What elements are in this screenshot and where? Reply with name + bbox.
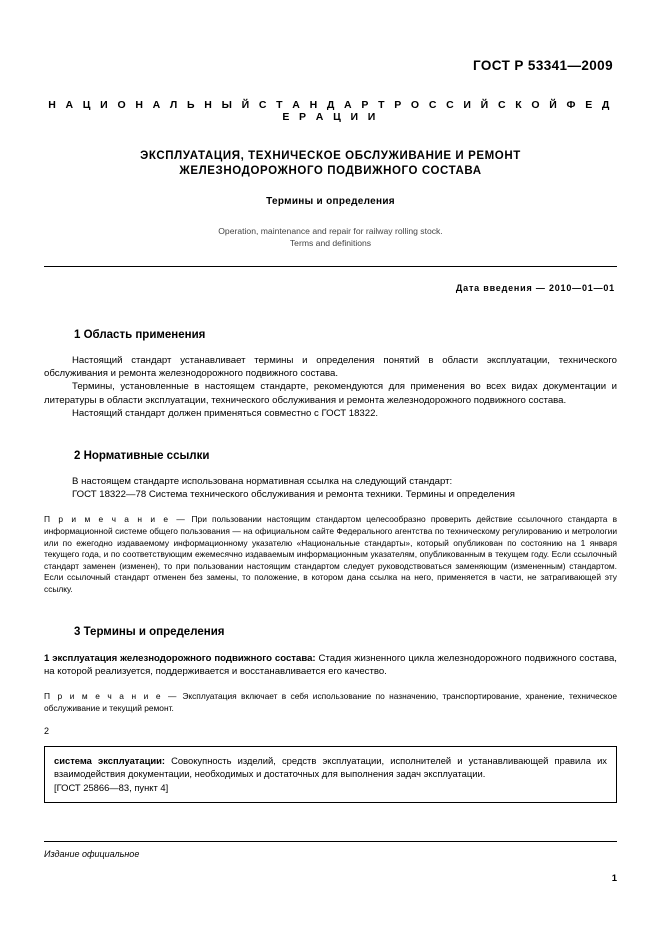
note-paragraph [44, 514, 617, 595]
note-paragraph [44, 691, 617, 714]
paragraph: ГОСТ 18322—78 Система технического обслуживания и ремонта техники. Термины и определения [72, 489, 515, 501]
document-title-en-line-2: Terms and definitions [289, 238, 372, 248]
paragraph: Термины, установленные в настоящем стандарте, рекомендуются для применения во всех видах документации и литературы в области эксплуатации, технического обслуживания и ремонта железнодорожного подвижного состава. [44, 381, 617, 406]
document-title-line-2: ЖЕЛЕЗНОДОРОЖНОГО ПОДВИЖНОГО СОСТАВА [179, 165, 482, 177]
column-marker: 2 [44, 726, 50, 737]
gost-number: ГОСТ Р 53341—2009 [472, 58, 613, 73]
term-definition-box [44, 746, 617, 803]
document-title-line-1: ЭКСПЛУАТАЦИЯ, ТЕХНИЧЕСКОЕ ОБСЛУЖИВАНИЕ И РЕМОНТ [140, 150, 521, 162]
header-divider [44, 266, 617, 267]
section-scope-body [44, 354, 617, 420]
term-entry-1-term: 1 эксплуатация железнодорожного подвижного состава: [44, 652, 316, 664]
title-block [44, 149, 617, 249]
section-references-body [44, 475, 617, 501]
section-heading-references: 2 Нормативные ссылки [74, 450, 210, 463]
paragraph: В настоящем стандарте использована нормативная ссылка на следующий стандарт: [72, 476, 453, 488]
boxed-term-reference: [ГОСТ 25866—83, пункт 4] [54, 782, 169, 794]
document-title-en-line-1: Operation, maintenance and repair for railway rolling stock. [218, 226, 443, 236]
introduction-date: Дата введения — 2010—01—01 [455, 283, 615, 293]
section-heading-terms: 3 Термины и определения [74, 625, 225, 638]
note-text: Эксплуатация включает в себя использование по назначению, транспортирование, хранение, техническое обслуживание и текущий ремонт. [44, 690, 617, 713]
paragraph: Настоящий стандарт устанавливает термины и определения понятий в области эксплуатации, технического обслуживания и ремонта железнодорожного подвижного состава. [44, 355, 617, 380]
paragraph: Настоящий стандарт должен применяться совместно с ГОСТ 18322. [72, 407, 379, 419]
note-lead: П р и м е ч а н и е — [44, 690, 178, 701]
national-standard-line: Н А Ц И О Н А Л Ь Н Ы Й С Т А Н Д А Р Т Р О С С И Й С К О Й Ф Е Д Е Р А Ц И И [48, 99, 613, 123]
term-entry-1-definition: Стадия жизненного цикла железнодорожного подвижного состава, на которой реализуется, поддерживается и восстанавливается его качество. [44, 652, 617, 677]
page-number: 1 [611, 873, 617, 884]
note-lead: П р и м е ч а н и е — [44, 514, 187, 525]
section-heading-scope: 1 Область применения [74, 329, 206, 341]
term-entry-1 [44, 652, 617, 678]
note-text: При пользовании настоящим стандартом целесообразно проверить действие ссылочного стандарта в информационной системе общего пользования — на официальном сайте Федерального агентства по техническому регулированию и метрологии или по ежегодно издаваемому информационному указателю «Национальные стандарты», который опубликован по состоянию на 1 января текущего года, и по соответствующим ежемесячно издаваемым информационным указателям, опубликованным в текущем году. Если ссылочный стандарт заменен (изменен), то при пользовании настоящим стандартом следует руководствоваться заменяющим (измененным) стандартом. Если ссылочный стандарт отменен без замены, то положение, в котором дана ссылка на него, применяется в части, не затрагивающей эту ссылку. [44, 514, 618, 594]
footer-divider [44, 841, 617, 842]
boxed-term-definition: Совокупность изделий, средств эксплуатации, исполнителей и устанавливающей правила их взаимодействия документации, необходимых и достаточных для выполнения задач эксплуатации. [54, 755, 607, 780]
boxed-term: система эксплуатации: [54, 755, 166, 767]
references-note [44, 514, 617, 595]
term-entry-1-note [44, 691, 617, 714]
document-subtitle: Термины и определения [266, 196, 395, 207]
official-edition-note: Издание официальное [44, 849, 140, 860]
